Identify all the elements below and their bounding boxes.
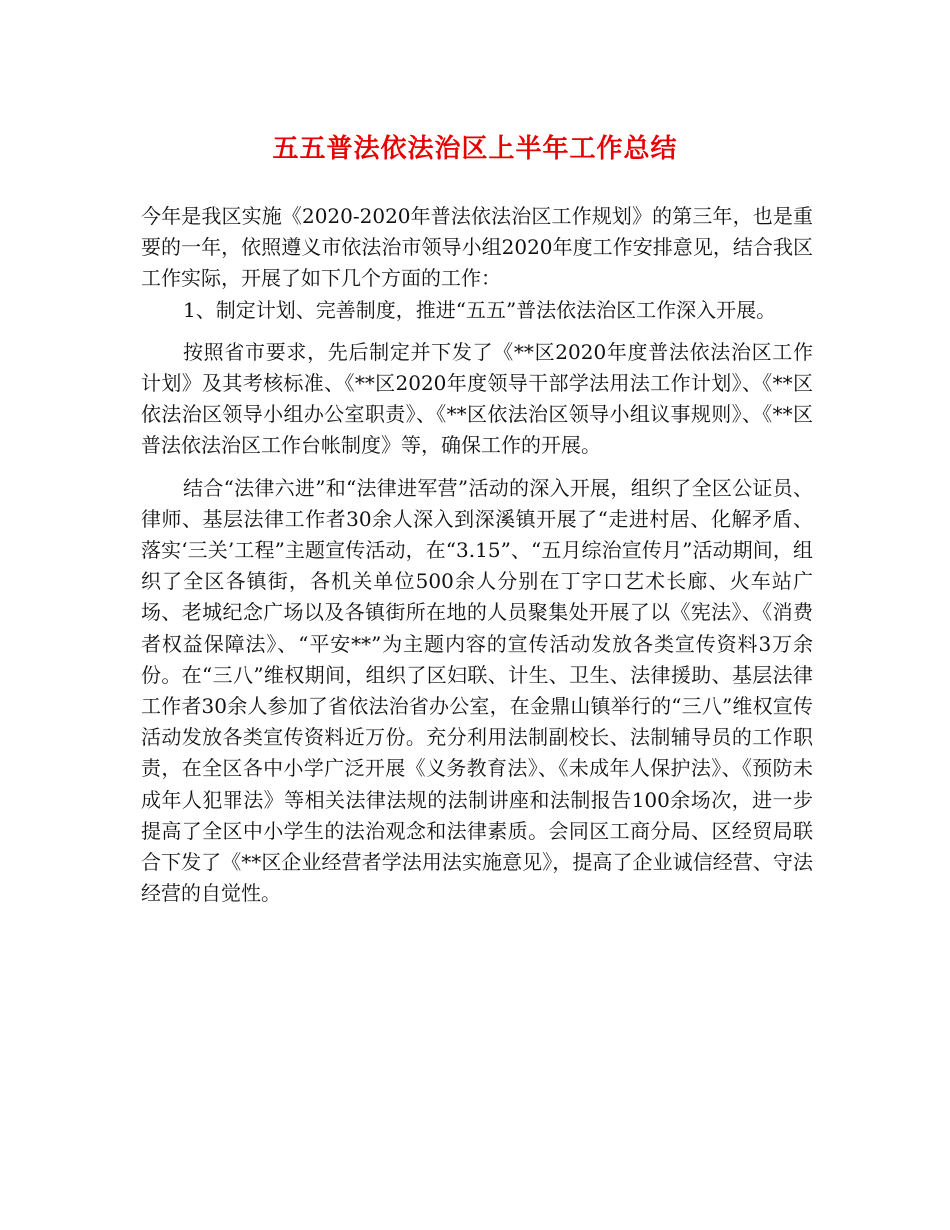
- body-paragraph-activities: 结合“法律六进”和“法律进军营”活动的深入开展，组织了全区公证员、律师、基层法律工作者30余人深入到深溪镇开展了“走进村居、化解矛盾、落实‘三关’工程”主题宣传活动，在“3.15”、“五月综治宣传月”活动期间，组织了全区各镇街，各机关单位500余人分别在丁字口艺术长廊、火车站广场、老城纪念广场以及各镇街所在地的人员聚集处开展了以《宪法》、《消费者权益保障法》、“平安**”为主题内容的宣传活动发放各类宣传资料3万余份。在“三八”维权期间，组织了区妇联、计生、卫生、法律援助、基层法律工作者30余人参加了省依法治省办公室，在金鼎山镇举行的“三八”维权宣传活动发放各类宣传资料近万份。充分利用法制副校长、法制辅导员的工作职责，在全区各中小学广泛开展《义务教育法》、《未成年人保护法》、《预防未成年人犯罪法》等相关法律法规的法制讲座和法制报告100余场次，进一步提高了全区中小学生的法治观念和法律素质。会同区工商分局、区经贸局联合下发了《**区企业经营者学法用法实施意见》，提高了企业诚信经营、守法经营的自觉性。: [141, 475, 813, 906]
- body-paragraph-plans: 按照省市要求，先后制定并下发了《**区2020年度普法依法治区工作计划》及其考核标准、《**区2020年度领导干部学法用法工作计划》、《**区依法治区领导小组办公室职责》、《**区依法治区领导小组议事规则》、《**区普法依法治区工作台帐制度》等，确保工作的开展。: [141, 339, 813, 458]
- intro-paragraph: 今年是我区实施《2020-2020年普法依法治区工作规划》的第三年，也是重要的一年，依照遵义市依法治市领导小组2020年度工作安排意见，结合我区工作实际，开展了如下几个方面的工作：: [141, 204, 813, 291]
- section-heading-1: 1、制定计划、完善制度，推进“五五”普法依法治区工作深入开展。: [183, 297, 777, 322]
- document-body: [141, 201, 813, 909]
- document-title: 五五普法依法治区上半年工作总结: [272, 134, 678, 164]
